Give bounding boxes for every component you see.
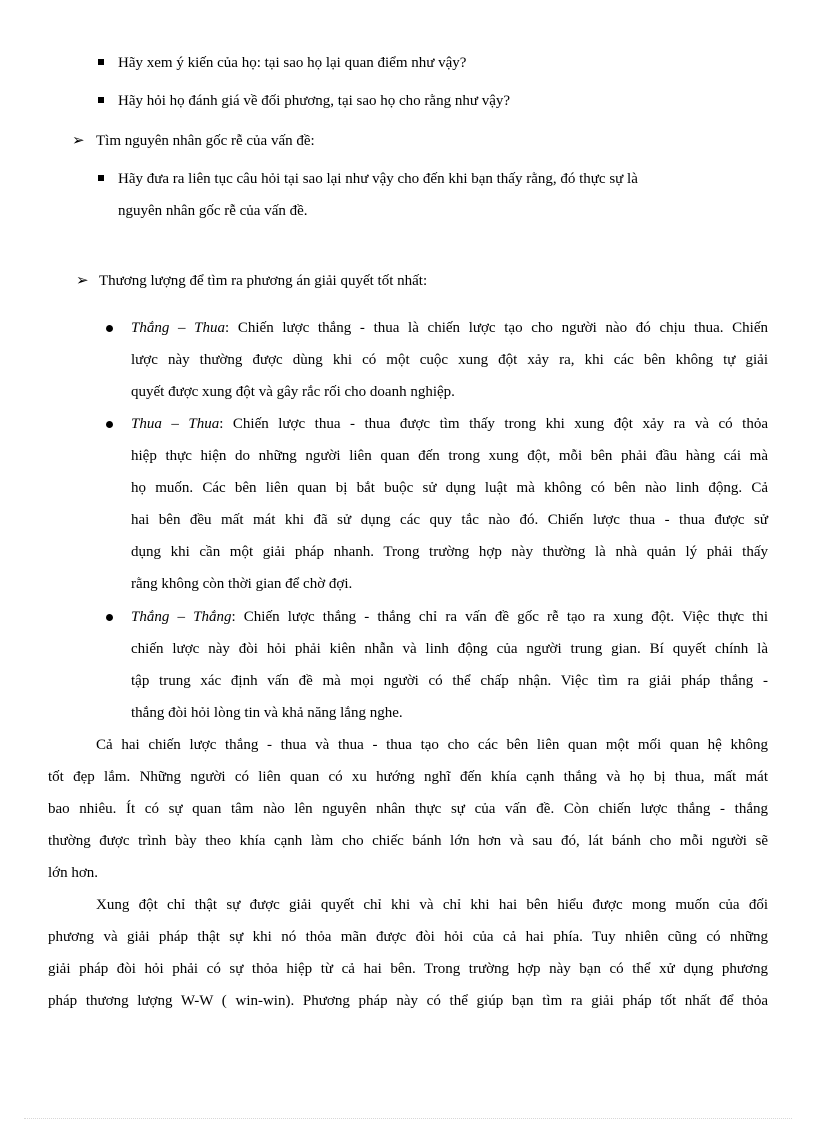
section-heading-root-cause: Tìm nguyên nhân gốc rễ của vấn đề:	[96, 133, 315, 149]
strategy-term: Thua – Thua	[131, 416, 220, 432]
round-bullet-icon	[106, 325, 113, 332]
sub-bullet-text-continued: nguyên nhân gốc rễ của vấn đề.	[118, 203, 308, 219]
body-paragraph-line: Xung đột chỉ thật sự được giải quyết chỉ khi và chỉ khi hai bên hiểu được mong muốn của đối	[96, 897, 768, 913]
square-bullet-icon	[98, 59, 104, 65]
strategy-item-line	[131, 318, 768, 338]
body-paragraph-line: bao nhiêu. Ít có sự quan tâm nào lên nguyên nhân thực sự của vấn đề. Còn chiến lược thắng - thắng	[48, 801, 768, 817]
sub-bullet-text: Hãy hỏi họ đánh giá về đối phương, tại sao họ cho rằng như vậy?	[118, 93, 511, 109]
page-bottom-divider	[24, 1118, 792, 1119]
section-heading-negotiation: Thương lượng để tìm ra phương án giải quyết tốt nhất:	[99, 273, 428, 289]
strategy-item-line: quyết được xung đột và gây rắc rối cho doanh nghiệp.	[131, 384, 455, 400]
square-bullet-icon	[98, 175, 104, 181]
strategy-item-line	[131, 414, 768, 434]
strategy-item-line: hiệp thực hiện do những người liên quan đến trong xung đột, mỗi bên phải đầu hàng cái mà	[131, 448, 768, 464]
strategy-term: Thắng – Thua	[131, 320, 226, 336]
strategy-item-line	[131, 607, 768, 627]
body-paragraph-line: thường được trình bày theo khía cạnh làm cho chiếc bánh lớn hơn và sau đó, lát bánh cho mỗi người sẽ	[48, 833, 768, 849]
body-paragraph-line: Cả hai chiến lược thắng - thua và thua - thua tạo cho các bên liên quan một mối quan hệ không	[96, 737, 768, 753]
sub-bullet-text: Hãy đưa ra liên tục câu hỏi tại sao lại như vậy cho đến khi bạn thấy rằng, đó thực sự là	[118, 171, 638, 187]
strategy-desc: : Chiến lược thắng - thua là chiến lược tạo cho người nào đó chịu thua. Chiến	[225, 320, 769, 336]
strategy-item-line: rằng không còn thời gian để chờ đợi.	[131, 576, 353, 592]
strategy-item-line: tập trung xác định vấn đề mà mọi người có thể chấp nhận. Việc tìm ra giải pháp thắng -	[131, 673, 768, 689]
strategy-item-line: dụng khi cần một giải pháp nhanh. Trong trường hợp này thường là nhà quản lý phải thấy	[131, 544, 768, 560]
body-paragraph-line: lớn hơn.	[48, 865, 99, 881]
arrow-bullet-icon: ➢	[76, 273, 89, 289]
square-bullet-icon	[98, 97, 104, 103]
round-bullet-icon	[106, 421, 113, 428]
arrow-bullet-icon: ➢	[72, 133, 85, 149]
strategy-desc: : Chiến lược thắng - thắng chỉ ra vấn đề gốc rễ tạo ra xung đột. Việc thực thi	[231, 609, 769, 625]
strategy-term: Thắng – Thắng	[131, 609, 232, 625]
body-paragraph-line: tốt đẹp lắm. Những người có liên quan có xu hướng nghĩ đến khía cạnh thắng và họ bị thua, mất mát	[48, 769, 768, 785]
strategy-item-line: hai bên đều mất mát khi đã sử dụng các quy tắc nào đó. Chiến lược thua - thua được sử	[131, 512, 768, 528]
body-paragraph-line: phương và giải pháp thật sự khi nó thỏa mãn được đòi hỏi của cả hai phía. Tuy nhiên cũng có những	[48, 929, 768, 945]
sub-bullet-text: Hãy xem ý kiến của họ: tại sao họ lại quan điểm như vậy?	[118, 55, 467, 71]
strategy-desc: : Chiến lược thua - thua được tìm thấy trong khi xung đột xảy ra và có thỏa	[219, 416, 768, 432]
body-paragraph-line: pháp thương lượng W-W ( win-win). Phương pháp này có thể giúp bạn tìm ra giải pháp tốt nhất để thỏa	[48, 993, 768, 1009]
strategy-item-line: họ muốn. Các bên liên quan bị bắt buộc sử dụng luật mà không có bên nào linh động. Cả	[131, 480, 768, 496]
strategy-item-line: lược này thường được dùng khi có một cuộc xung đột xảy ra, khi các bên không tự giải	[131, 352, 768, 368]
round-bullet-icon	[106, 614, 113, 621]
strategy-item-line: thắng đòi hỏi lòng tin và khả năng lắng nghe.	[131, 705, 403, 721]
body-paragraph-line: giải pháp đòi hỏi phải có sự thỏa hiệp từ cả hai bên. Trong trường hợp này bạn có thể xử dụng phương	[48, 961, 768, 977]
strategy-item-line: chiến lược này đòi hỏi phải kiên nhẫn và linh động của người trung gian. Bí quyết chính là	[131, 641, 768, 657]
